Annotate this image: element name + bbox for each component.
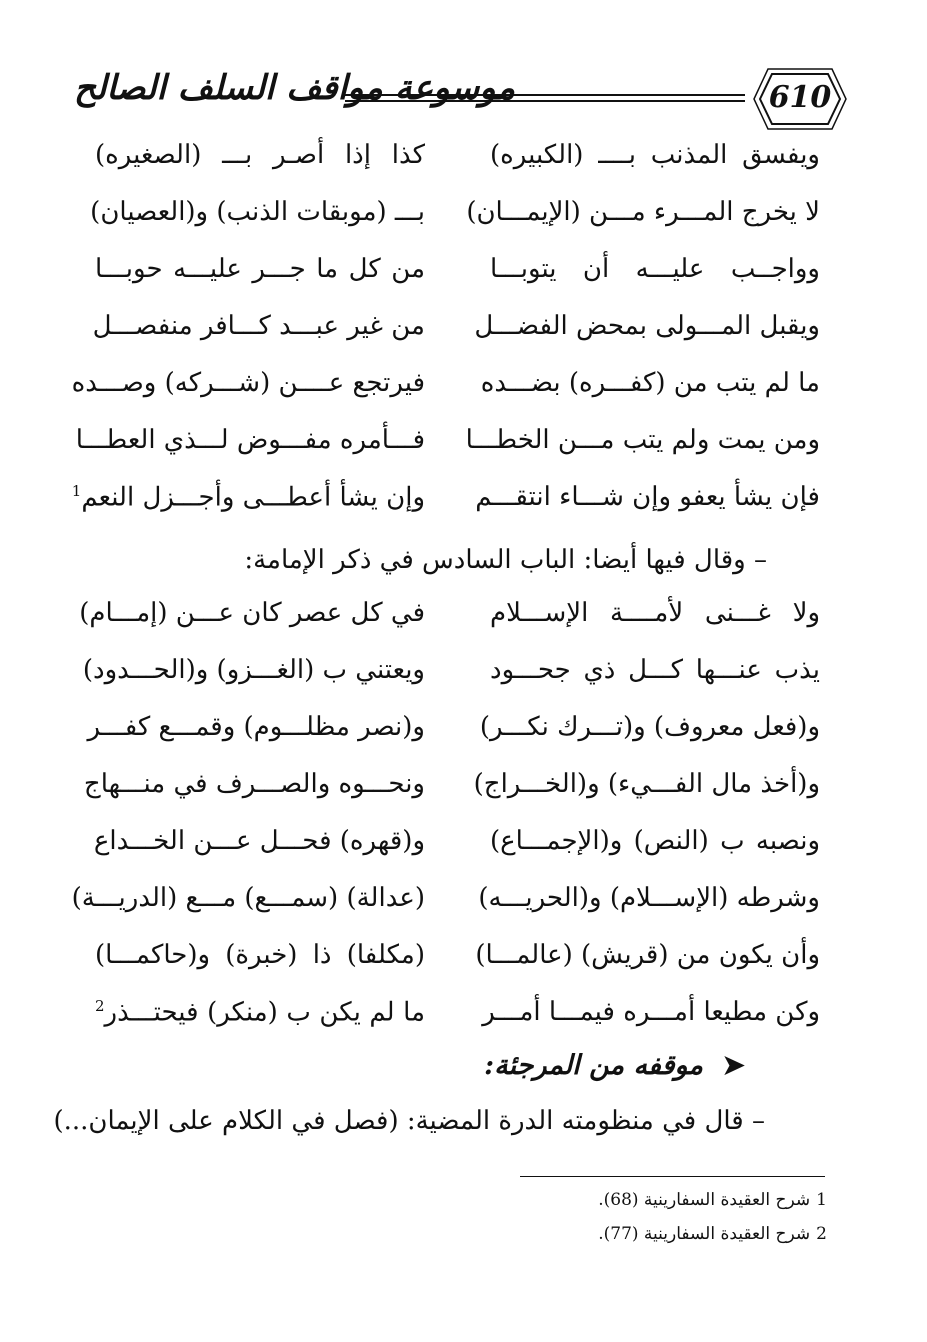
verse-first-hemistich: وكن مطيعا أمـــره فيمـــا أمـــر bbox=[482, 997, 820, 1027]
verse-first-hemistich: وواجــب عليـــه أن يتوبـــا bbox=[490, 254, 820, 284]
verse-second-hemistich bbox=[82, 655, 425, 685]
hemistich-text: فيرتجع عــــن (شـــركه) وصـــده bbox=[71, 368, 425, 398]
hemistich-text: كذا إذا أصـر بـــ (الصغيره) bbox=[95, 140, 425, 170]
verse-row bbox=[82, 647, 820, 704]
running-title: موسوعة مواقف السلف الصالح bbox=[74, 68, 516, 108]
verse-second-hemistich bbox=[71, 482, 425, 513]
footnote-text: شرح العقيدة السفارينية (77). bbox=[598, 1224, 811, 1244]
verse-second-hemistich bbox=[71, 368, 425, 398]
page-header bbox=[60, 60, 840, 140]
verse-second-hemistich bbox=[95, 997, 425, 1028]
verse-group-1 bbox=[71, 132, 820, 531]
header-rule bbox=[345, 94, 745, 102]
hemistich-text: من كل ما جـــر عليـــه حوبـــا bbox=[95, 254, 425, 284]
verse-row bbox=[83, 761, 820, 818]
hemistich-text: فـــأمره مفـــوض لـــذي العطـــا bbox=[75, 425, 425, 455]
verse-first-hemistich: و(أخذ مال الفـــيء) و(الخـــراج) bbox=[473, 769, 820, 799]
hemistich-text: ويعتني ب (الغـــزو) و(الحـــدود) bbox=[82, 655, 425, 685]
verse-row bbox=[71, 360, 820, 417]
verse-first-hemistich: يذب عنـــها كـــل ذي جحـــود bbox=[490, 655, 820, 685]
verse-second-hemistich bbox=[95, 140, 425, 170]
verse-first-hemistich: و(فعل معروف) و(تـــرك نكـــر) bbox=[479, 712, 820, 742]
footnote-rule bbox=[520, 1176, 825, 1177]
verse-row bbox=[87, 704, 820, 761]
page-number-badge bbox=[750, 66, 850, 132]
verse-second-hemistich bbox=[95, 940, 425, 970]
hemistich-text: و(نصر مظلـــوم) وقمـــع كفـــر bbox=[87, 712, 425, 742]
verse-row bbox=[79, 590, 820, 647]
page-number: 610 bbox=[768, 80, 832, 115]
verse-second-hemistich bbox=[90, 197, 425, 227]
verse-row bbox=[90, 132, 820, 189]
verse-row bbox=[71, 875, 820, 932]
verse-row bbox=[75, 417, 820, 474]
closing-line: – قال في منظومته الدرة المضية: (فصل في الكلام على الإيمان...) bbox=[53, 1106, 765, 1136]
verse-first-hemistich: ومن يمت ولم يتب مـــن الخطـــا bbox=[465, 425, 820, 455]
verse-first-hemistich: ونصبه ب (النص) و(الإجمـــاع) bbox=[490, 826, 820, 856]
hemistich-text: بـــ (موبقات الذنب) و(العصيان) bbox=[90, 197, 425, 227]
intro-line: – وقال فيها أيضا: الباب السادس في ذكر الإمامة: bbox=[244, 545, 767, 575]
verse-first-hemistich: ويفسق المذنب بــــ (الكبيره) bbox=[490, 140, 820, 170]
verse-first-hemistich: وأن يكون من (قريش) (عالمـــا) bbox=[475, 940, 820, 970]
verse-second-hemistich bbox=[95, 254, 425, 284]
verse-first-hemistich: ما لم يتب من (كفـــره) بضـــده bbox=[480, 368, 820, 398]
verse-first-hemistich: لا يخرج المـــرء مـــن (الإيمـــان) bbox=[466, 197, 820, 227]
hemistich-text: ما لم يكن ب (منكر) فيحتـــذر bbox=[104, 997, 425, 1028]
verse-row bbox=[90, 189, 820, 246]
hemistich-text: وإن يشأ أعطـــى وأجـــزل النعم bbox=[81, 482, 425, 513]
section-heading bbox=[484, 1050, 745, 1081]
hemistich-text: في كل عصر كان عـــن (إمـــام) bbox=[79, 598, 425, 628]
verse-second-hemistich bbox=[83, 769, 425, 799]
hemistich-text: من غير عبـــد كـــافر منفصـــل bbox=[92, 311, 425, 341]
verse-first-hemistich: ويقبل المـــولى بمحض الفضـــل bbox=[474, 311, 820, 341]
verse-row bbox=[90, 246, 820, 303]
verse-first-hemistich: فإن يشأ يعفو وإن شـــاء انتقـــم bbox=[475, 482, 820, 512]
verse-second-hemistich bbox=[79, 598, 425, 628]
footnote-ref: 1 bbox=[71, 482, 82, 500]
verse-second-hemistich bbox=[75, 425, 425, 455]
verse-second-hemistich bbox=[71, 883, 425, 913]
hemistich-text: (عدالة) (سمـــع) مـــع (الدريـــة) bbox=[71, 883, 425, 913]
verse-row bbox=[90, 932, 820, 989]
verse-row bbox=[71, 474, 820, 531]
arrow-marker-icon: ➤ bbox=[722, 1050, 745, 1081]
verse-first-hemistich: وشرطه (الإســـلام) و(الحريـــه) bbox=[478, 883, 820, 913]
footnote-number: 1 bbox=[816, 1190, 827, 1210]
verse-first-hemistich: ولا غـــنى لأمــــة الإســـلام bbox=[490, 598, 820, 628]
verse-group-2 bbox=[71, 590, 820, 1046]
hemistich-text: (مكلفا) ذا (خبرة) و(حاكمـــا) bbox=[95, 940, 425, 970]
footnote bbox=[598, 1224, 827, 1244]
section-heading-text: موقفه من المرجئة: bbox=[484, 1050, 703, 1081]
footnote bbox=[598, 1190, 827, 1210]
verse-second-hemistich bbox=[87, 712, 425, 742]
verse-second-hemistich bbox=[92, 311, 425, 341]
verse-row bbox=[90, 818, 820, 875]
footnote-text: شرح العقيدة السفارينية (68). bbox=[598, 1190, 811, 1210]
verse-second-hemistich bbox=[95, 826, 425, 856]
hemistich-text: ونحـــوه والصـــرف في منـــهاج bbox=[83, 769, 425, 799]
footnote-ref: 2 bbox=[95, 997, 105, 1015]
verse-row bbox=[90, 303, 820, 360]
hemistich-text: و(قهره) فحـــل عـــن الخـــداع bbox=[93, 826, 425, 856]
footnote-number: 2 bbox=[816, 1224, 827, 1244]
verse-row bbox=[90, 989, 820, 1046]
